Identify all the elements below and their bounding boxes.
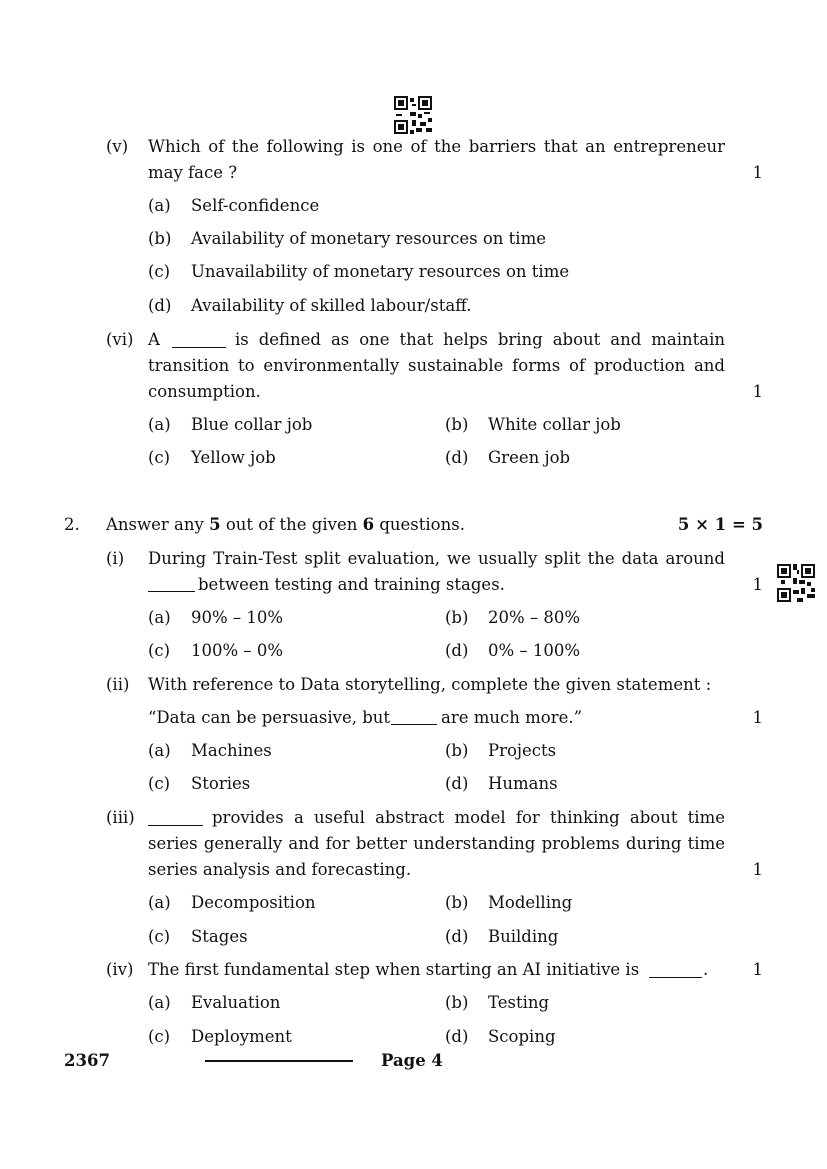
option-text: Unavailability of monetary resources on time (191, 262, 570, 281)
instruction-count: 6 (362, 515, 375, 534)
option-letter: (b) (445, 415, 469, 434)
marks-label: 1 (752, 575, 763, 594)
question-quote: are much more.” (441, 708, 583, 727)
option-text: Scoping (488, 1027, 556, 1046)
question-text: transition to environmentally sustainable forms of production and (148, 356, 725, 375)
fill-in-blank (172, 347, 226, 348)
question-number: 2. (64, 515, 80, 534)
option-text: Humans (488, 774, 558, 793)
paper-code: 2367 (64, 1051, 110, 1070)
marks-label: 1 (752, 860, 763, 879)
option-text: Stories (191, 774, 251, 793)
question-number: (i) (106, 549, 125, 568)
option-letter: (a) (148, 741, 171, 760)
option-letter: (b) (148, 229, 172, 248)
instruction-text: questions. (379, 515, 465, 534)
option-letter: (d) (445, 448, 469, 467)
option-letter: (c) (148, 927, 171, 946)
option-text: Blue collar job (191, 415, 313, 434)
option-text: 100% – 0% (191, 641, 284, 660)
option-text: Stages (191, 927, 248, 946)
option-text: Machines (191, 741, 272, 760)
question-text: During Train-Test split evaluation, we usually split the data around (148, 549, 725, 568)
fill-in-blank (148, 825, 203, 826)
question-text: provides a useful abstract model for thinking about time (212, 808, 725, 827)
option-letter: (d) (445, 774, 469, 793)
option-letter: (a) (148, 196, 171, 215)
option-text: 20% – 80% (488, 608, 581, 627)
option-text: Modelling (488, 893, 573, 912)
option-text: Building (488, 927, 559, 946)
marks-label: 1 (752, 960, 763, 979)
question-text: is defined as one that helps bring about and maintain (235, 330, 725, 349)
option-letter: (c) (148, 448, 171, 467)
option-text: Self-confidence (191, 196, 320, 215)
option-letter: (a) (148, 415, 171, 434)
option-text: Green job (488, 448, 571, 467)
question-text: consumption. (148, 382, 261, 401)
option-letter: (c) (148, 774, 171, 793)
question-number: (v) (106, 137, 129, 156)
marks-label: 1 (752, 382, 763, 401)
qr-code-top (394, 96, 432, 134)
question-quote: “Data can be persuasive, but (148, 708, 391, 727)
option-text: White collar job (488, 415, 621, 434)
fill-in-blank (391, 724, 437, 725)
question-text: . (703, 960, 709, 979)
question-text: series analysis and forecasting. (148, 860, 412, 879)
question-number: (vi) (106, 330, 134, 349)
option-letter: (c) (148, 641, 171, 660)
question-text: series generally and for better understanding problems during time (148, 834, 725, 853)
option-letter: (b) (445, 741, 469, 760)
fill-in-blank (148, 591, 195, 592)
marks-label: 1 (752, 163, 763, 182)
option-text: Deployment (191, 1027, 292, 1046)
instruction-count: 5 (209, 515, 221, 534)
option-letter: (b) (445, 993, 469, 1012)
option-letter: (d) (148, 296, 172, 315)
question-text: With reference to Data storytelling, complete the given statement : (148, 675, 712, 694)
question-text: between testing and training stages. (198, 575, 505, 594)
option-text: 0% – 100% (488, 641, 581, 660)
option-letter: (a) (148, 993, 171, 1012)
option-letter: (b) (445, 608, 469, 627)
option-text: Availability of skilled labour/staff. (191, 296, 472, 315)
option-letter: (d) (445, 641, 469, 660)
question-text: Which of the following is one of the barriers that an entrepreneur (148, 137, 725, 156)
question-text: may face ? (148, 163, 238, 182)
option-text: 90% – 10% (191, 608, 284, 627)
question-text: A (148, 330, 160, 349)
page-number: Page 4 (381, 1051, 443, 1070)
option-text: Evaluation (191, 993, 281, 1012)
option-letter: (d) (445, 1027, 469, 1046)
footer-rule (205, 1060, 353, 1062)
option-text: Projects (488, 741, 557, 760)
option-text: Decomposition (191, 893, 316, 912)
option-letter: (c) (148, 1027, 171, 1046)
instruction-text: Answer any (106, 515, 204, 534)
option-letter: (a) (148, 893, 171, 912)
question-instruction (106, 515, 465, 534)
question-text: The first fundamental step when starting an AI initiative is (148, 960, 640, 979)
question-number: (ii) (106, 675, 130, 694)
option-letter: (b) (445, 893, 469, 912)
marks-formula: 5 × 1 = 5 (677, 515, 763, 534)
question-number: (iii) (106, 808, 135, 827)
option-text: Availability of monetary resources on time (191, 229, 546, 248)
option-letter: (a) (148, 608, 171, 627)
option-text: Yellow job (191, 448, 276, 467)
qr-code-side (777, 564, 815, 602)
option-letter: (d) (445, 927, 469, 946)
option-letter: (c) (148, 262, 171, 281)
instruction-text: out of the given (225, 515, 358, 534)
marks-label: 1 (752, 708, 763, 727)
fill-in-blank (649, 977, 702, 978)
option-text: Testing (488, 993, 550, 1012)
question-number: (iv) (106, 960, 134, 979)
